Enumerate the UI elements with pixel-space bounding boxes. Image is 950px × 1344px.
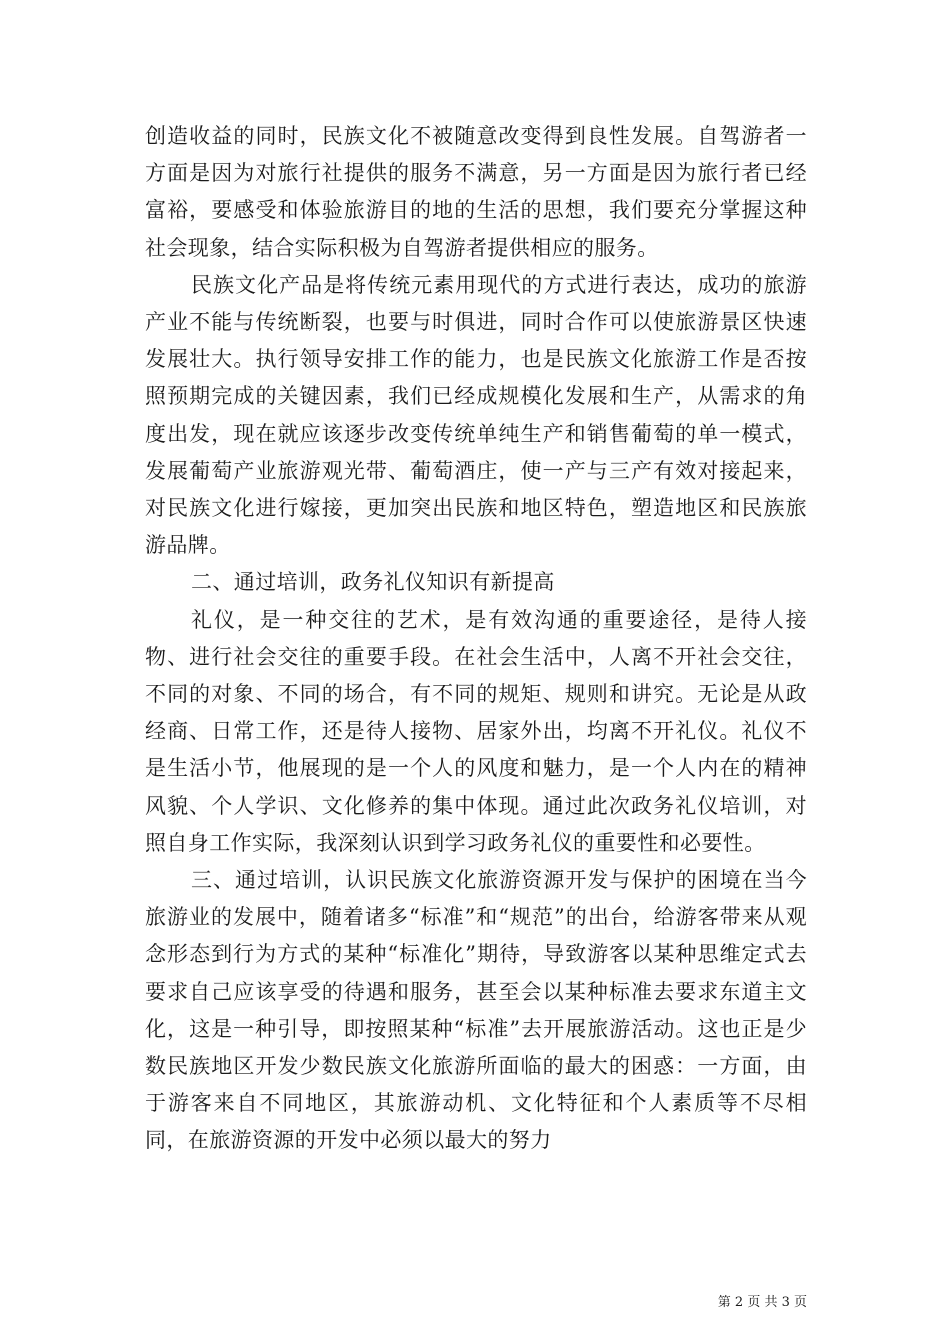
paragraph-etiquette: 礼仪，是一种交往的艺术，是有效沟通的重要途径，是待人接物、进行社会交往的重要手段。在社会生活中，人离不开社会交往，不同的对象、不同的场合，有不同的规矩、规则和讲究。无论是从政经商、日常工作，还是待人接物、居家外出，均离不开礼仪。礼仪不是生活小节，他展现的是一个人的风度和魅力，是一个人内在的精神风貌、个人学识、文化修养的集中体现。通过此次政务礼仪培训，对照自身工作实际，我深刻认识到学习政务礼仪的重要性和必要性。: [145, 607, 807, 855]
paragraph-cultural-products: 民族文化产品是将传统元素用现代的方式进行表达，成功的旅游产业不能与传统断裂，也要与时俱进，同时合作可以使旅游景区快速发展壮大。执行领导安排工作的能力，也是民族文化旅游工作是否按照预期完成的关键因素，我们已经成规模化发展和生产，从需求的角度出发，现在就应该逐步改变传统单纯生产和销售葡萄的单一模式，发展葡萄产业旅游观光带、葡萄酒庄，使一产与三产有效对接起来，对民族文化进行嫁接，更加突出民族和地区特色，塑造地区和民族旅游品牌。: [145, 272, 807, 558]
paragraph-tourism-dilemma: 三、通过培训，认识民族文化旅游资源开发与保护的困境在当今旅游业的发展中，随着诸多“标准”和“规范”的出台，给游客带来从观念形态到行为方式的某种“标准化”期待，导致游客以某种思维定式去要求自己应该享受的待遇和服务，甚至会以某种标准去要求东道主文化，这是一种引导，即按照某种“标准”去开展旅游活动。这也正是少数民族地区开发少数民族文化旅游所面临的最大的困惑：一方面，由于游客来自不同地区，其旅游动机、文化特征和个人素质等不尽相同，在旅游资源的开发中必须以最大的努力: [145, 868, 807, 1153]
paragraph-continuation: 创造收益的同时，民族文化不被随意改变得到良性发展。自驾游者一方面是因为对旅行社提供的服务不满意，另一方面是因为旅行者已经富裕，要感受和体验旅游目的地的生活的思想，我们要充分掌握这种社会现象，结合实际积极为自驾游者提供相应的服务。: [145, 124, 807, 260]
document-body: [145, 118, 807, 1160]
section-heading-etiquette: 二、通过培训，政务礼仪知识有新提高: [191, 570, 555, 595]
page-number-footer: 第 2 页 共 3 页: [717, 1295, 807, 1310]
